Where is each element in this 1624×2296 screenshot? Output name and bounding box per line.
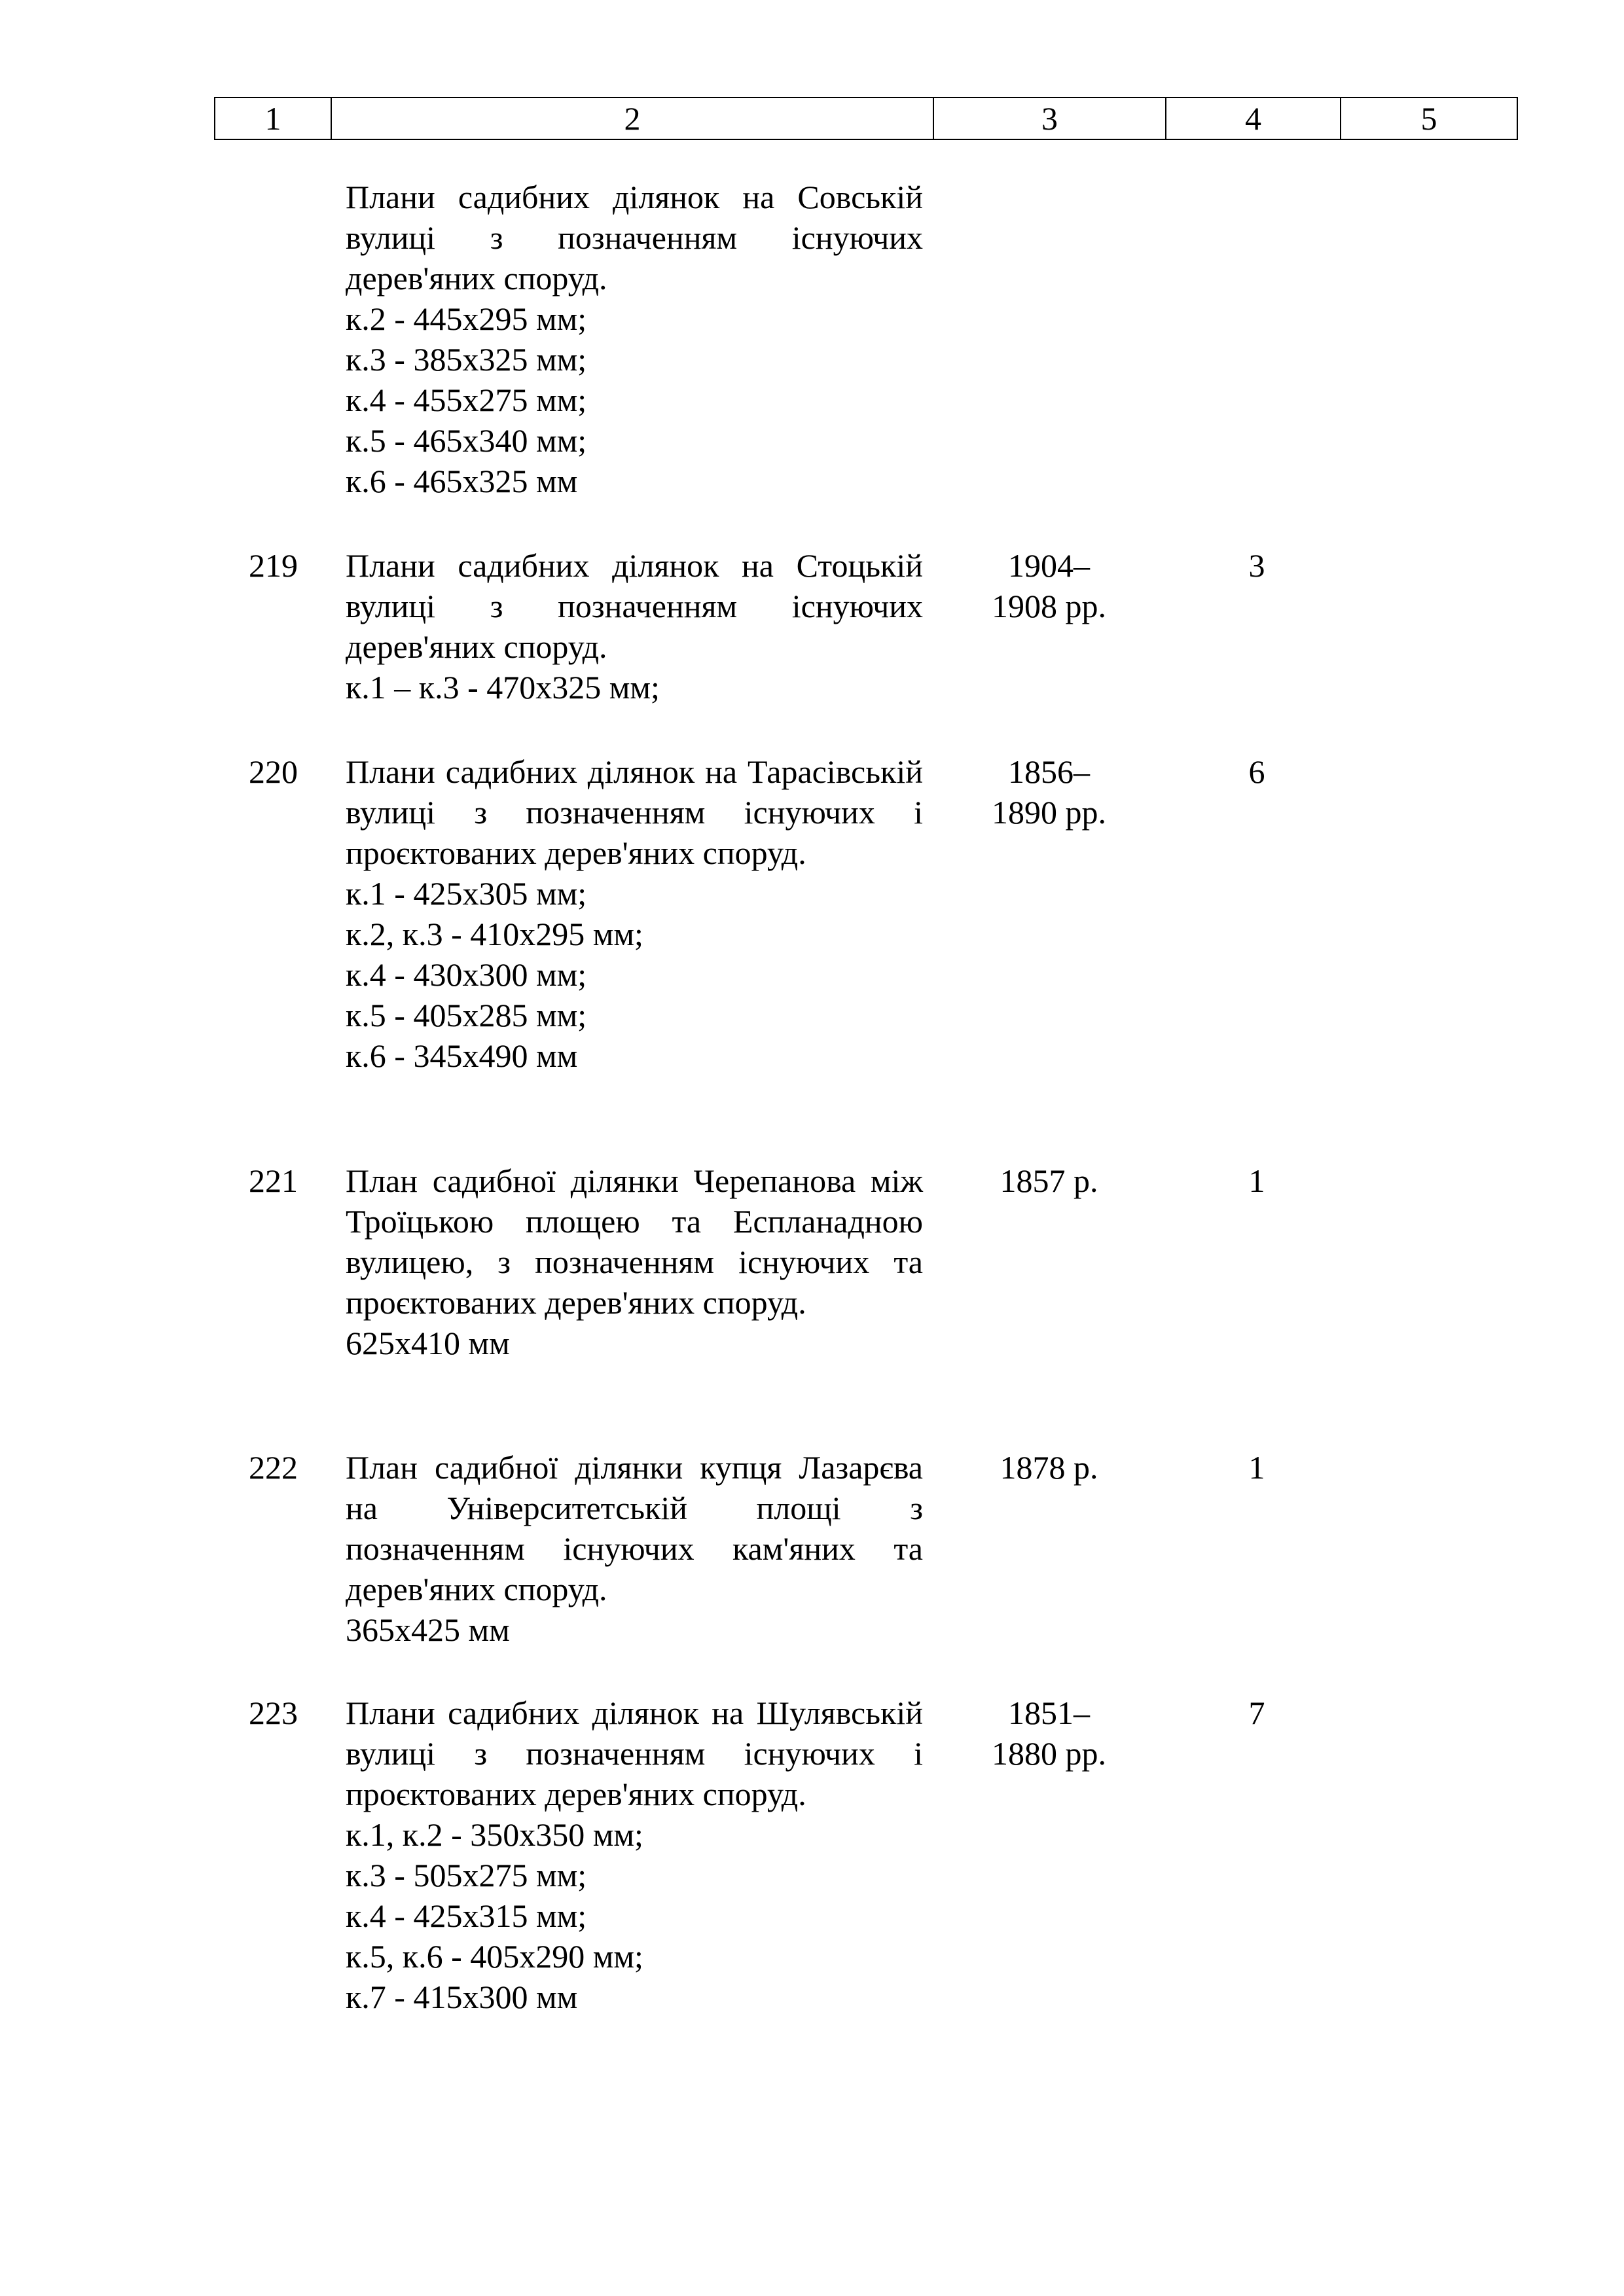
record-description-block xyxy=(346,1447,923,1650)
record-dimension: к.5 - 465х340 мм; xyxy=(346,422,587,459)
record-dimension: 365х425 мм xyxy=(346,1611,510,1648)
record-dimension: к.4 - 455х275 мм; xyxy=(346,382,587,418)
record-dates xyxy=(933,1447,1165,1488)
record-dimension: к.4 - 430х300 мм; xyxy=(346,956,587,993)
record-dimension: к.5 - 405х285 мм; xyxy=(346,997,587,1033)
header-col-3: 3 xyxy=(933,98,1166,139)
record-date-start: 1851– xyxy=(1008,1695,1090,1731)
record-number: 219 xyxy=(249,547,298,584)
record-description-block xyxy=(346,177,923,501)
record-description: План садибної ділянки купця Лазарєва на Університетській площі з позначенням існуючих кам'яних та дерев'яних споруд. xyxy=(346,1449,923,1607)
record-date-end: 1880 рр. xyxy=(992,1735,1106,1772)
record-dimension: к.3 - 505х275 мм; xyxy=(346,1857,587,1893)
record-description: Плани садибних ділянок на Шулявській вулиці з позначенням існуючих і проєктованих дерев'яних споруд. xyxy=(346,1695,923,1812)
record-sheet-count: 1 xyxy=(1248,1449,1265,1486)
header-col-4: 4 xyxy=(1166,98,1341,139)
record-dimension: к.6 - 345х490 мм xyxy=(346,1037,578,1074)
record-description-block xyxy=(346,545,923,708)
record-date-end: 1890 рр. xyxy=(992,794,1106,831)
record-dimension: к.2 - 445х295 мм; xyxy=(346,300,587,337)
record-description-block xyxy=(346,1693,923,2017)
record-dates xyxy=(933,545,1165,626)
record-date-start: 1856– xyxy=(1008,753,1090,790)
record-number: 221 xyxy=(249,1162,298,1199)
header-col-5: 5 xyxy=(1341,98,1517,139)
record-description: Плани садибних ділянок на Тарасівській вулиці з позначенням існуючих і проєктованих дерев'яних споруд. xyxy=(346,753,923,871)
header-col-1: 1 xyxy=(215,98,331,139)
record-dimension: к.7 - 415х300 мм xyxy=(346,1979,578,2015)
record-dimension: к.4 - 425х315 мм; xyxy=(346,1897,587,1934)
record-dimension: к.3 - 385х325 мм; xyxy=(346,341,587,378)
record-description-block xyxy=(346,751,923,1076)
header-row xyxy=(215,98,1517,139)
record-dates xyxy=(933,751,1165,833)
record-description-block xyxy=(346,1160,923,1363)
record-dates xyxy=(933,1160,1165,1201)
record-date-start: 1904– xyxy=(1008,547,1090,584)
record-number: 222 xyxy=(249,1449,298,1486)
record-dates xyxy=(933,1693,1165,1774)
column-number-header xyxy=(214,97,1518,140)
record-date-end: 1908 рр. xyxy=(992,588,1106,624)
record-description: Плани садибних ділянок на Совській вулиці з позначенням існуючих дерев'яних споруд. xyxy=(346,179,923,296)
record-dimension: к.1, к.2 - 350х350 мм; xyxy=(346,1816,643,1853)
record-date-start: 1857 р. xyxy=(1000,1162,1098,1199)
record-dimension: к.6 - 465х325 мм xyxy=(346,463,578,499)
record-date-start: 1878 р. xyxy=(1000,1449,1098,1486)
record-sheet-count: 3 xyxy=(1248,547,1265,584)
record-dimension: к.2, к.3 - 410х295 мм; xyxy=(346,916,643,952)
record-dimension: к.5, к.6 - 405х290 мм; xyxy=(346,1938,643,1975)
record-sheet-count: 1 xyxy=(1248,1162,1265,1199)
record-sheet-count: 6 xyxy=(1248,753,1265,790)
record-sheet-count: 7 xyxy=(1248,1695,1265,1731)
header-col-2: 2 xyxy=(331,98,933,139)
record-dimension: к.1 – к.3 - 470х325 мм; xyxy=(346,669,660,706)
record-number: 220 xyxy=(249,753,298,790)
record-dimension: 625х410 мм xyxy=(346,1325,510,1361)
record-description: План садибної ділянки Черепанова між Троїцькою площею та Еспланадною вулицею, з позначенням існуючих та проєктованих дерев'яних споруд. xyxy=(346,1162,923,1321)
record-description: Плани садибних ділянок на Стоцькій вулиці з позначенням існуючих дерев'яних споруд. xyxy=(346,547,923,665)
record-dimension: к.1 - 425х305 мм; xyxy=(346,875,587,912)
record-number: 223 xyxy=(249,1695,298,1731)
